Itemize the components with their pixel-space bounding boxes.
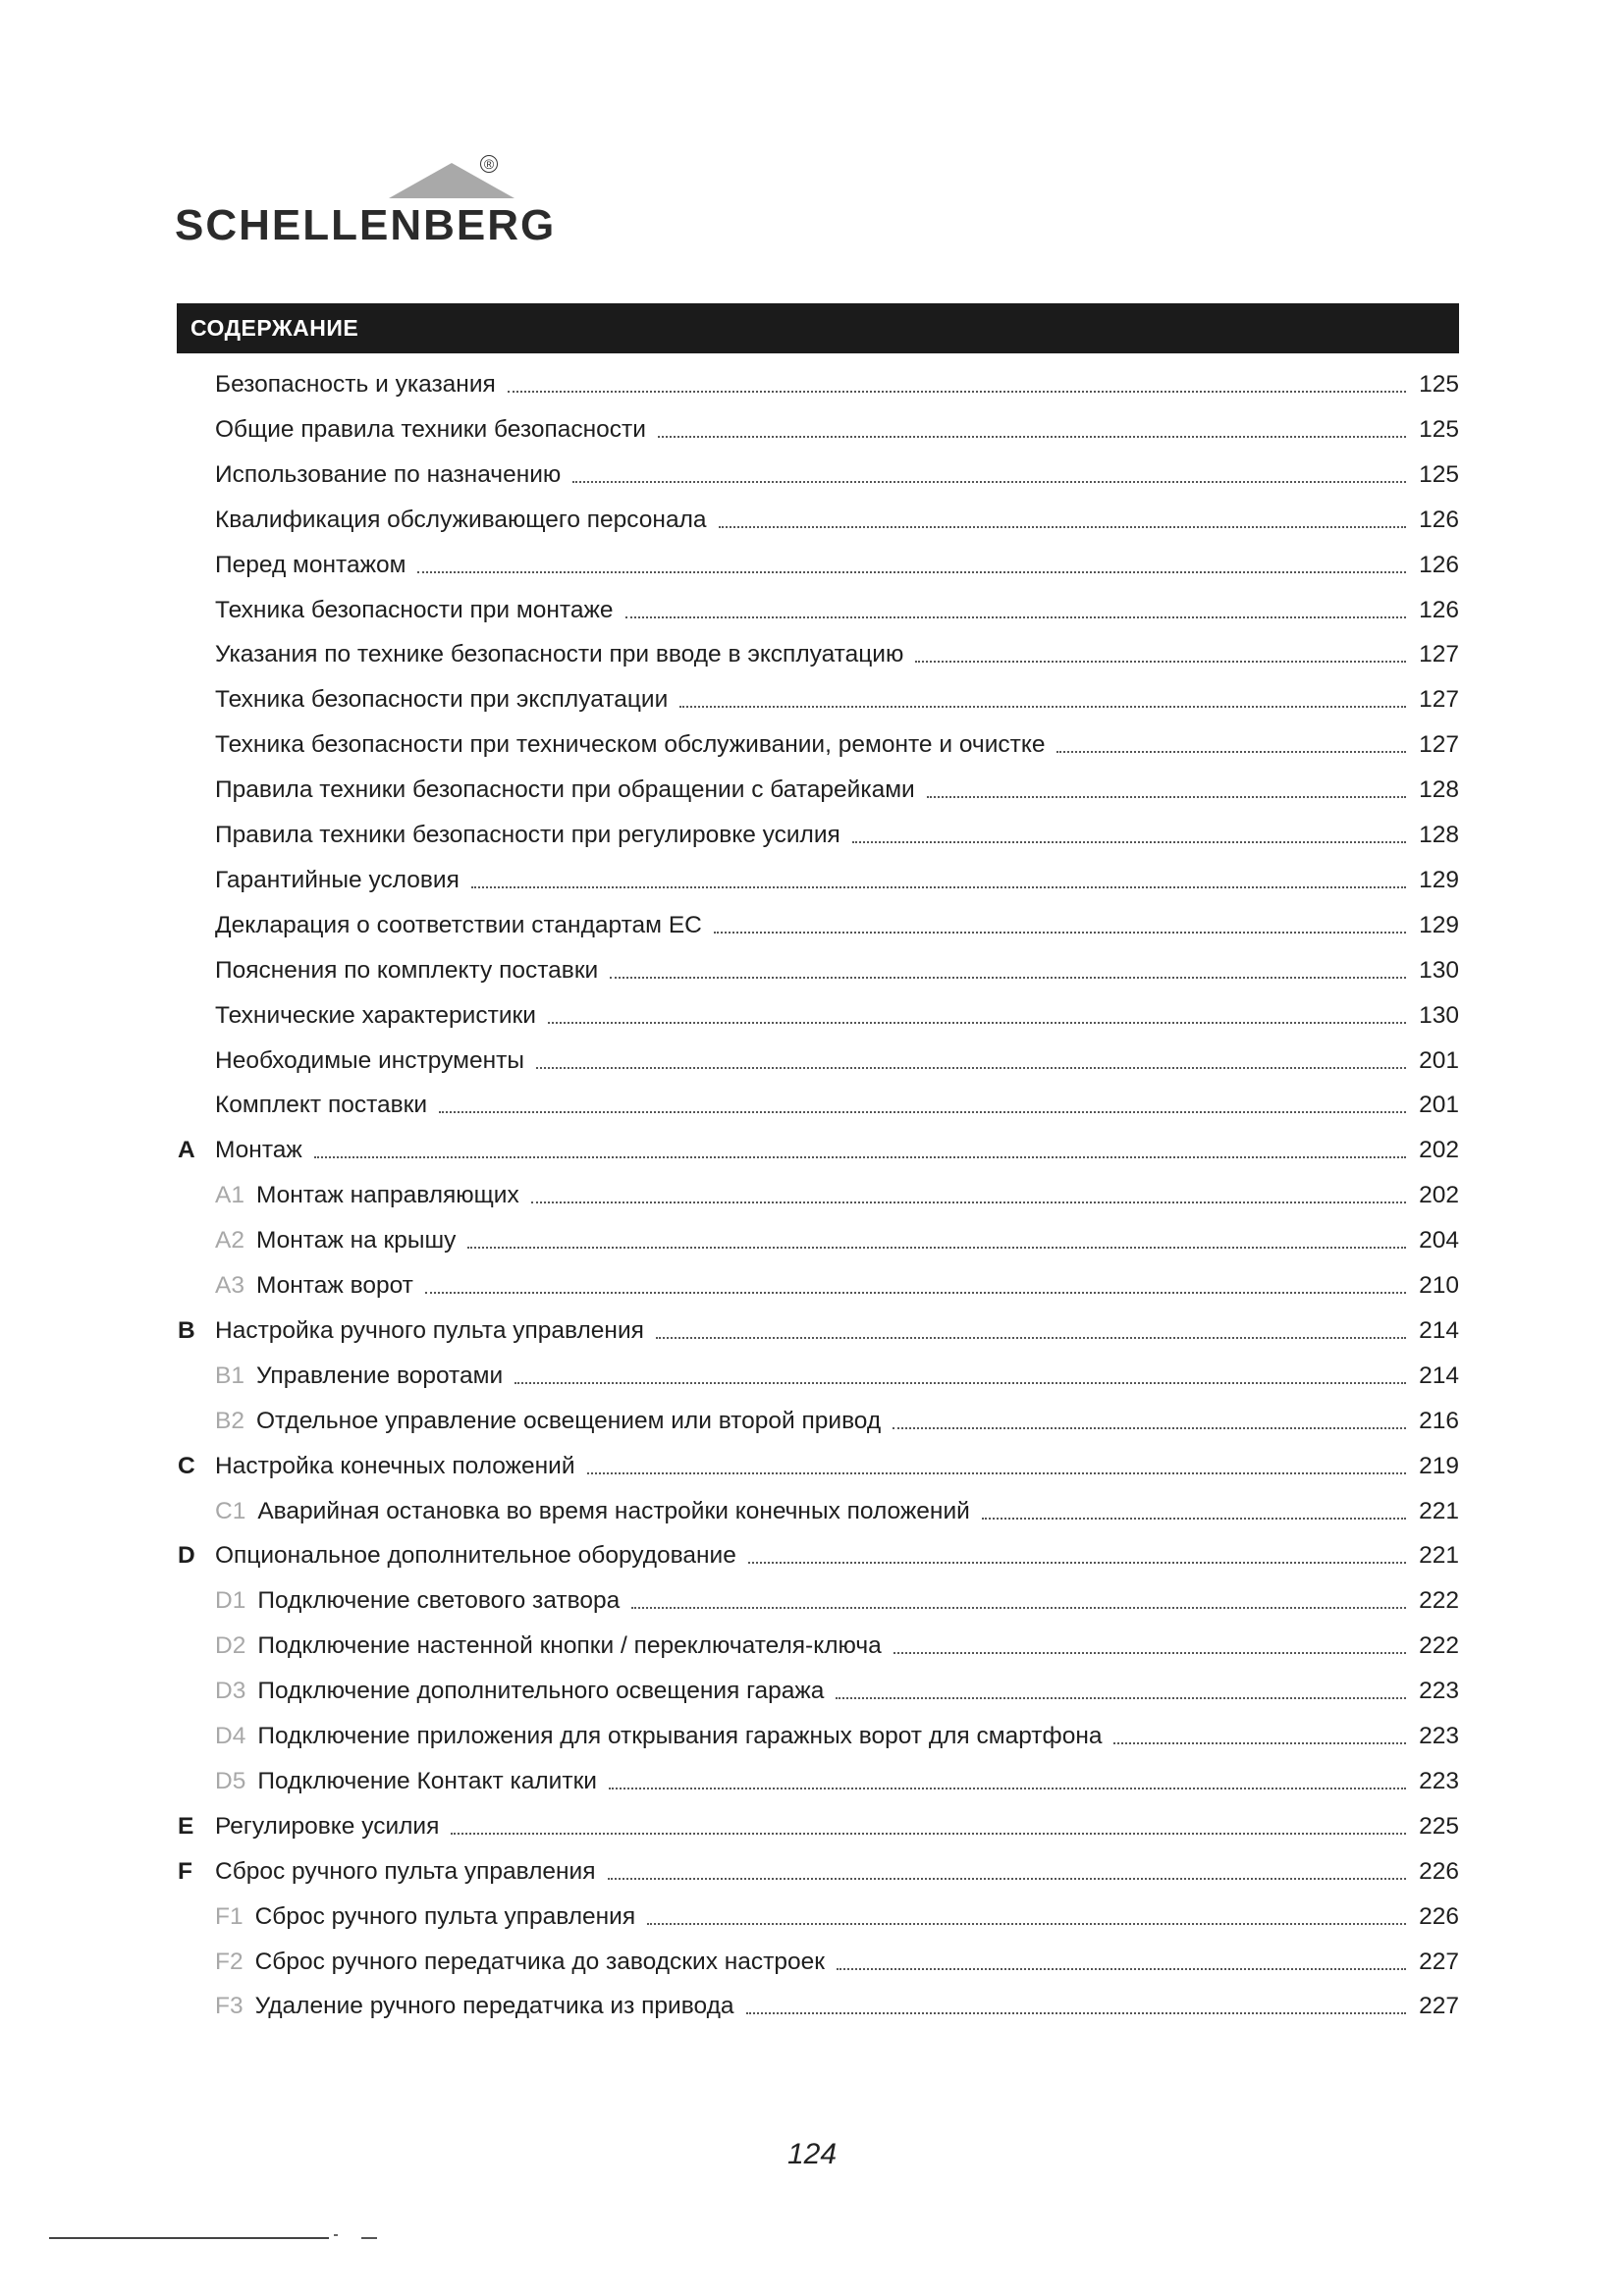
toc-page-number: 125 <box>1419 371 1459 398</box>
dot-leader <box>719 526 1407 528</box>
footer-mark <box>334 2234 338 2236</box>
toc-entry-title: Подключение Контакт калитки <box>257 1768 597 1794</box>
toc-subsection-code: D3 <box>215 1678 246 1704</box>
toc-section-letter: A <box>178 1137 195 1163</box>
toc-page-number: 129 <box>1419 867 1459 893</box>
dot-leader <box>748 1562 1406 1564</box>
dot-leader <box>647 1923 1406 1925</box>
toc-page-number: 126 <box>1419 552 1459 578</box>
toc-subsection-code: A3 <box>215 1272 244 1299</box>
toc-subsection-code: F1 <box>215 1903 244 1930</box>
toc-page-number: 222 <box>1419 1632 1459 1659</box>
dot-leader <box>609 1788 1406 1789</box>
toc-page-number: 226 <box>1419 1858 1459 1885</box>
dot-leader <box>915 661 1406 663</box>
dot-leader <box>836 1697 1406 1699</box>
toc-entry-title: Использование по назначению <box>215 461 562 488</box>
toc-entry-title: Техника безопасности при эксплуатации <box>215 686 669 713</box>
toc-entry[interactable] <box>177 766 1459 805</box>
toc-entry-title: Опциональное дополнительное оборудование <box>215 1542 736 1569</box>
footer-rule <box>49 2237 329 2239</box>
toc-entry-title: Правила техники безопасности при регулировке усилия <box>215 822 840 848</box>
toc-page-number: 216 <box>1419 1408 1459 1434</box>
toc-page-number: 221 <box>1419 1498 1459 1524</box>
toc-entry-title: Монтаж направляющих <box>255 1182 519 1208</box>
toc-entry-title: Удаление ручного передатчика из привода <box>254 1993 734 2019</box>
registered-mark: ® <box>480 155 498 173</box>
toc-entry[interactable] <box>177 1487 1459 1526</box>
toc-entry-title: Гарантийные условия <box>215 867 460 893</box>
toc-page-number: 225 <box>1419 1813 1459 1840</box>
toc-page-number: 201 <box>1419 1092 1459 1118</box>
toc-entry-title: Безопасность и указания <box>215 371 496 398</box>
toc-page-number: 129 <box>1419 912 1459 938</box>
toc-entry-title: Монтаж на крышу <box>255 1227 457 1254</box>
toc-page-number: 201 <box>1419 1047 1459 1074</box>
dot-leader <box>548 1022 1406 1024</box>
dot-leader <box>314 1156 1406 1158</box>
dot-leader <box>679 706 1406 708</box>
toc-entry[interactable] <box>177 496 1459 535</box>
toc-subsection-code: C1 <box>215 1498 246 1524</box>
toc-page-number: 202 <box>1419 1137 1459 1163</box>
dot-leader <box>625 616 1407 618</box>
dot-leader <box>572 481 1406 483</box>
dot-leader <box>508 391 1406 393</box>
toc-subsection-code: F2 <box>215 1949 244 1975</box>
toc-entry-title: Квалификация обслуживающего персонала <box>215 507 707 533</box>
toc-subsection-code: B2 <box>215 1408 244 1434</box>
toc-entry[interactable] <box>177 586 1459 625</box>
dot-leader <box>631 1607 1406 1609</box>
toc-page-number: 127 <box>1419 686 1459 713</box>
toc-entry[interactable] <box>177 1081 1459 1120</box>
toc-entry[interactable] <box>177 1712 1459 1751</box>
toc-entry[interactable] <box>177 360 1459 400</box>
toc-entry-title: Декларация о соответствии стандартам ЕС <box>215 912 702 938</box>
toc-subsection-code: D1 <box>215 1587 246 1614</box>
toc-section-letter: C <box>178 1453 195 1479</box>
toc-entry[interactable] <box>177 901 1459 940</box>
toc-entry-title: Необходимые инструменты <box>215 1047 524 1074</box>
dot-leader <box>982 1518 1406 1520</box>
toc-entry[interactable] <box>177 1037 1459 1076</box>
toc-entry-title: Техника безопасности при техническом обслуживании, ремонте и очистке <box>215 731 1046 758</box>
toc-entry-title: Монтаж ворот <box>255 1272 413 1299</box>
dot-leader <box>746 2012 1407 2014</box>
toc-entry[interactable] <box>177 1667 1459 1706</box>
toc-entry-title: Комплект поставки <box>215 1092 428 1118</box>
dot-leader <box>852 841 1406 843</box>
toc-page-number: 128 <box>1419 776 1459 803</box>
toc-entry-title: Управление воротами <box>255 1362 504 1389</box>
toc-section-letter: D <box>178 1542 195 1569</box>
dot-leader <box>471 886 1406 888</box>
dot-leader <box>610 977 1406 979</box>
toc-page-number: 214 <box>1419 1362 1459 1389</box>
toc-entry[interactable] <box>177 1576 1459 1616</box>
toc-page-number: 223 <box>1419 1768 1459 1794</box>
toc-entry[interactable] <box>177 405 1459 445</box>
toc-page-number: 126 <box>1419 597 1459 623</box>
dot-leader <box>656 1337 1406 1339</box>
toc-entry[interactable] <box>177 541 1459 580</box>
dot-leader <box>1113 1742 1406 1744</box>
toc-entry-title: Настройка ручного пульта управления <box>215 1317 644 1344</box>
toc-section-letter: E <box>178 1813 194 1840</box>
toc-entry[interactable] <box>177 991 1459 1031</box>
toc-subsection-code: D5 <box>215 1768 246 1794</box>
dot-leader <box>893 1427 1406 1429</box>
toc-entry-title: Сброс ручного передатчика до заводских настроек <box>254 1949 825 1975</box>
dot-leader <box>417 571 1406 573</box>
toc-subsection-code: F3 <box>215 1993 244 2019</box>
toc-page-number: 219 <box>1419 1453 1459 1479</box>
toc-page-number: 222 <box>1419 1587 1459 1614</box>
toc-section-letter: F <box>178 1858 192 1885</box>
toc-page-number: 126 <box>1419 507 1459 533</box>
toc-entry-title: Настройка конечных положений <box>215 1453 575 1479</box>
dot-leader <box>439 1111 1406 1113</box>
toc-entry-title: Аварийная остановка во время настройки конечных положений <box>257 1498 970 1524</box>
toc-entry[interactable] <box>177 1893 1459 1932</box>
toc-entry-title: Подключение светового затвора <box>257 1587 621 1614</box>
toc-entry[interactable] <box>177 1171 1459 1210</box>
toc-section-letter: B <box>178 1317 195 1344</box>
dot-leader <box>587 1472 1406 1474</box>
toc-subsection-code: B1 <box>215 1362 244 1389</box>
dot-leader <box>451 1833 1406 1835</box>
toc-page-number: 226 <box>1419 1903 1459 1930</box>
toc-page-number: 125 <box>1419 416 1459 443</box>
toc-page-number: 127 <box>1419 641 1459 667</box>
toc-entry-title: Перед монтажом <box>215 552 406 578</box>
toc-entry-title: Монтаж <box>215 1137 302 1163</box>
toc-entry-title: Подключение приложения для открывания гаражных ворот для смартфона <box>257 1723 1103 1749</box>
contents-header: СОДЕРЖАНИЕ <box>177 303 1459 353</box>
toc-entry[interactable] <box>177 1938 1459 1977</box>
toc-subsection-code: A1 <box>215 1182 244 1208</box>
dot-leader <box>467 1247 1406 1249</box>
toc-entry[interactable] <box>177 1982 1459 2021</box>
toc-entry[interactable] <box>177 1397 1459 1436</box>
toc-entry-title: Правила техники безопасности при обращении с батарейками <box>215 776 915 803</box>
toc-entry-title: Подключение дополнительного освещения гаража <box>257 1678 825 1704</box>
toc-entry[interactable] <box>177 811 1459 850</box>
toc-page-number: 128 <box>1419 822 1459 848</box>
dot-leader <box>608 1878 1406 1880</box>
toc-page-number: 204 <box>1419 1227 1459 1254</box>
toc-entry[interactable] <box>177 1622 1459 1661</box>
toc-entry-title: Указания по технике безопасности при вводе в эксплуатацию <box>215 641 904 667</box>
dot-leader <box>1056 751 1406 753</box>
toc-page-number: 227 <box>1419 1949 1459 1975</box>
toc-entry[interactable] <box>177 1261 1459 1301</box>
toc-entry[interactable] <box>177 721 1459 760</box>
toc-entry[interactable] <box>177 451 1459 490</box>
dot-leader <box>514 1382 1406 1384</box>
toc-page-number: 223 <box>1419 1678 1459 1704</box>
toc-page-number: 221 <box>1419 1542 1459 1569</box>
toc-entry[interactable] <box>177 1216 1459 1255</box>
toc-page-number: 130 <box>1419 957 1459 984</box>
toc-entry[interactable] <box>177 1531 1459 1571</box>
toc-entry[interactable] <box>177 1847 1459 1887</box>
toc-entry[interactable] <box>177 856 1459 895</box>
toc-entry-title: Технические характеристики <box>215 1002 536 1029</box>
brand-name: SCHELLENBERG <box>175 201 557 249</box>
toc-entry-title: Пояснения по комплекту поставки <box>215 957 599 984</box>
toc-entry[interactable] <box>177 630 1459 669</box>
toc-entry-title: Сброс ручного пульта управления <box>215 1858 596 1885</box>
dot-leader <box>658 436 1406 438</box>
toc-entry[interactable] <box>177 1307 1459 1346</box>
dot-leader <box>714 932 1406 934</box>
toc-subsection-code: D2 <box>215 1632 246 1659</box>
footer-mark <box>361 2237 377 2239</box>
dot-leader <box>531 1201 1406 1203</box>
toc-page-number: 202 <box>1419 1182 1459 1208</box>
toc-page-number: 214 <box>1419 1317 1459 1344</box>
toc-entry[interactable] <box>177 1442 1459 1481</box>
toc-page-number: 127 <box>1419 731 1459 758</box>
toc-page-number: 130 <box>1419 1002 1459 1029</box>
toc-page-number: 210 <box>1419 1272 1459 1299</box>
toc-page-number: 125 <box>1419 461 1459 488</box>
toc-entry-title: Подключение настенной кнопки / переключателя-ключа <box>257 1632 882 1659</box>
toc-entry[interactable] <box>177 1757 1459 1796</box>
toc-subsection-code: A2 <box>215 1227 244 1254</box>
page-number: 124 <box>786 2138 838 2170</box>
toc-page-number: 223 <box>1419 1723 1459 1749</box>
toc-entry[interactable] <box>177 1352 1459 1391</box>
toc-entry-title: Отдельное управление освещением или второй привод <box>255 1408 882 1434</box>
toc-entry[interactable] <box>177 946 1459 986</box>
toc-entry[interactable] <box>177 1802 1459 1842</box>
toc-entry-title: Сброс ручного пульта управления <box>254 1903 636 1930</box>
dot-leader <box>927 796 1406 798</box>
dot-leader <box>536 1067 1406 1069</box>
dot-leader <box>837 1968 1406 1970</box>
toc-entry-title: Регулировке усилия <box>215 1813 440 1840</box>
brand-logo <box>175 155 557 249</box>
dot-leader <box>425 1292 1406 1294</box>
toc-entry[interactable] <box>177 675 1459 715</box>
toc-page-number: 227 <box>1419 1993 1459 2019</box>
toc-entry[interactable] <box>177 1126 1459 1165</box>
dot-leader <box>893 1652 1406 1654</box>
toc-entry-title: Общие правила техники безопасности <box>215 416 646 443</box>
toc-entry-title: Техника безопасности при монтаже <box>215 597 614 623</box>
toc-subsection-code: D4 <box>215 1723 246 1749</box>
